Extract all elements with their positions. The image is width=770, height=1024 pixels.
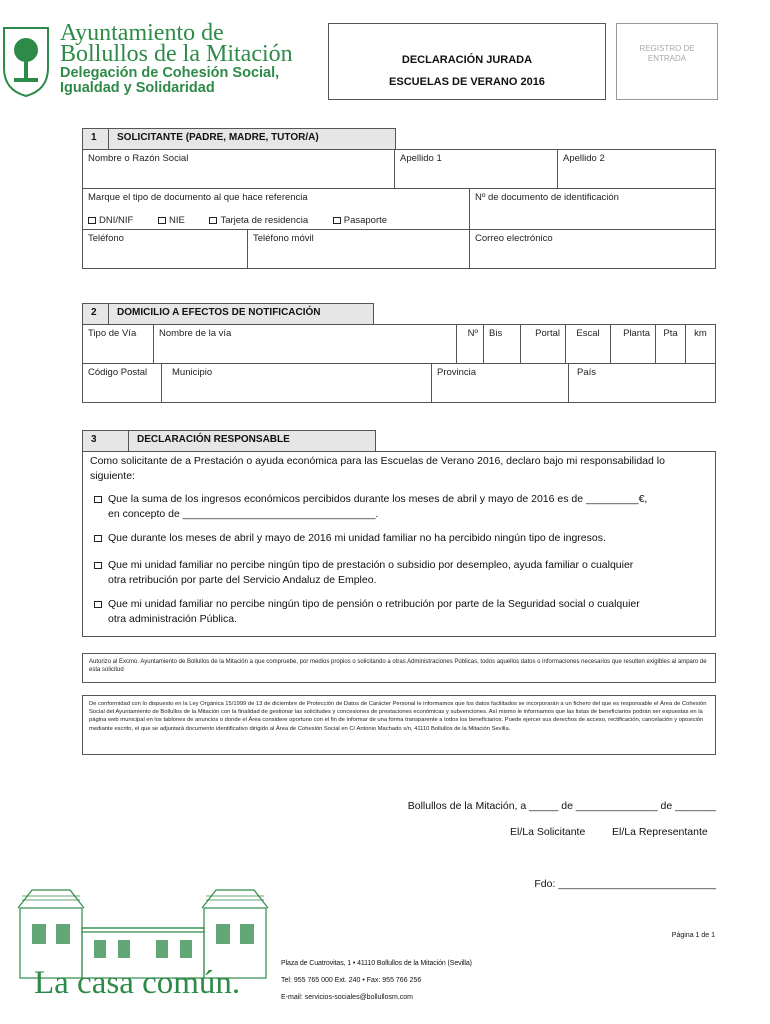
nie-label: NIE xyxy=(168,215,185,226)
dept-line1: Delegación de Cohesión Social, xyxy=(60,65,280,81)
lugar-fecha: Bollullos de la Mitación, a _____ de ______________ de _______ xyxy=(407,800,716,812)
telefono-field[interactable]: Teléfono xyxy=(82,229,248,269)
item4-line1: Que mi unidad familiar no percibe ningún tipo de pensión o retribución por parte de la Seguridad social o cualquier xyxy=(108,598,640,610)
correo-field[interactable]: Correo electrónico xyxy=(469,229,716,269)
doc-title-box xyxy=(328,23,606,100)
section1-title: SOLICITANTE (PADRE, MADRE, TUTOR/A) xyxy=(117,132,319,143)
pta-field[interactable]: Pta xyxy=(655,324,686,364)
section2-num: 2 xyxy=(83,304,109,324)
org-name-line2: Bollullos de la Mitación xyxy=(60,41,293,67)
doc-title: DECLARACIÓN JURADA xyxy=(401,54,533,66)
registro-box xyxy=(616,23,718,100)
footer-address: Plaza de Cuatrovitas, 1 • 41110 Bollullos de la Mitación (Sevilla) xyxy=(281,960,472,967)
item3-line2: otra retribución por parte del Servicio Andaluz de Empleo. xyxy=(108,574,377,586)
section3-num: 3 xyxy=(83,431,129,451)
item3-checkbox[interactable] xyxy=(94,562,102,569)
lopd-text: De conformidad con lo dispuesto en la Ley Orgánica 15/1999 de 13 de diciembre de Protección de Datos de Carácter Personal le informamos que los datos facilitados se incorporarán a un fichero del que es responsable el Área de Cohesión Social del Ayuntamiento de Bollullos de la Mitación con la finalidad de gestionar las solicitudes y concesiones de prestaciones económicas y subvenciones. Así mismo le informamos que las listas de beneficiarios podrán ser expuestas en la página web municipal en los tablones de anuncios o donde el Área considere oportuno con el fin de informar de una forma transparente a todos los beneficiarios. Puede ejercer sus derechos de acceso, rectificación, cancelación y oposición mediante escrito, el que se adjuntará documento identificativo dirigido al Área de Cohesión Social en C/ Antonio Machado s/n, 41110 Bollullos de la Mitación Sevilla. xyxy=(82,695,716,755)
firma-solicitante: El/La Solicitante xyxy=(510,826,586,838)
section3-header xyxy=(82,430,376,452)
item1-checkbox[interactable] xyxy=(94,496,102,503)
movil-field[interactable]: Teléfono móvil xyxy=(247,229,470,269)
declaracion-intro: Como solicitante de a Prestación o ayuda económica para las Escuelas de Verano 2016, declaro bajo mi responsabilidad lo siguiente: xyxy=(90,455,665,482)
dni-checkbox[interactable] xyxy=(88,215,133,226)
tarjeta-label: Tarjeta de residencia xyxy=(220,215,309,226)
tarjeta-checkbox[interactable] xyxy=(209,215,308,226)
bis-field[interactable]: Bis xyxy=(483,324,521,364)
tipo-via-field[interactable]: Tipo de Vía xyxy=(82,324,154,364)
tipo-doc-field xyxy=(82,188,470,230)
item1-line1: Que la suma de los ingresos económicos percibidos durante los meses de abril y mayo de 2016 es de _________€, xyxy=(108,493,648,505)
portal-field[interactable]: Portal xyxy=(520,324,566,364)
apellido2-field[interactable]: Apellido 2 xyxy=(557,149,716,189)
item2-checkbox[interactable] xyxy=(94,535,102,542)
pasaporte-label: Pasaporte xyxy=(343,215,388,226)
pagina-num: Página 1 de 1 xyxy=(671,932,715,939)
escal-field[interactable]: Escal xyxy=(565,324,611,364)
municipio-field[interactable]: Municipio xyxy=(161,363,432,403)
km-field[interactable]: km xyxy=(685,324,716,364)
registro-label: REGISTRO DE ENTRADA xyxy=(639,44,695,63)
pasaporte-checkbox[interactable] xyxy=(333,215,387,226)
coat-of-arms-logo xyxy=(0,20,52,100)
num-doc-field[interactable]: Nº de documento de identificación xyxy=(469,188,716,230)
item4-line2: otra administración Pública. xyxy=(108,613,237,625)
tipo-doc-label: Marque el tipo de documento al que hace referencia xyxy=(88,192,308,203)
num-field[interactable]: Nº xyxy=(456,324,484,364)
footer-tel: Tel: 955 765 000 Ext. 240 • Fax: 955 766 256 xyxy=(281,977,422,984)
footer-email: E-mail: servicios-sociales@bollullosm.com xyxy=(281,994,413,1001)
item1-line2: en concepto de _________________________________. xyxy=(108,508,379,520)
section3-title: DECLARACIÓN RESPONSABLE xyxy=(137,434,290,445)
section1-num: 1 xyxy=(83,129,109,149)
section1-header xyxy=(82,128,396,150)
firma-representante: El/La Representante xyxy=(612,826,708,838)
section2-header xyxy=(82,303,374,325)
planta-field[interactable]: Planta xyxy=(610,324,656,364)
provincia-field[interactable]: Provincia xyxy=(431,363,569,403)
item4-checkbox[interactable] xyxy=(94,601,102,608)
cp-field[interactable]: Código Postal xyxy=(82,363,162,403)
autorizo-text: Autorizo al Excmo. Ayuntamiento de Bollullos de la Mitación a que compruebe, por medios propios o solicitando a otras Administraciones Públicas, todos aquellos datos o informaciones necesarios que resulten exigibles al amparo de esta solicitud xyxy=(82,653,716,683)
org-name-line1: Ayuntamiento de xyxy=(60,20,224,46)
dni-label: DNI/NIF xyxy=(99,215,134,226)
pais-field[interactable]: País xyxy=(568,363,716,403)
item3-line1: Que mi unidad familiar no percibe ningún tipo de prestación o subsidio por desempleo, ayuda familiar o cualquier xyxy=(108,559,634,571)
item2-line1: Que durante los meses de abril y mayo de 2016 mi unidad familiar no ha percibido ningún tipo de ingresos. xyxy=(108,532,606,544)
nombre-field[interactable]: Nombre o Razón Social xyxy=(82,149,395,189)
nie-checkbox[interactable] xyxy=(158,215,185,226)
section2-title: DOMICILIO A EFECTOS DE NOTIFICACIÓN xyxy=(117,307,321,318)
slogan: La casa común. xyxy=(34,965,241,1001)
firma-fdo: Fdo: ___________________________ xyxy=(534,878,716,890)
apellido1-field[interactable]: Apellido 1 xyxy=(394,149,558,189)
nombre-via-field[interactable]: Nombre de la vía xyxy=(153,324,457,364)
dept-line2: Igualdad y Solidaridad xyxy=(60,80,215,96)
doc-subtitle: ESCUELAS DE VERANO 2016 xyxy=(389,76,545,88)
